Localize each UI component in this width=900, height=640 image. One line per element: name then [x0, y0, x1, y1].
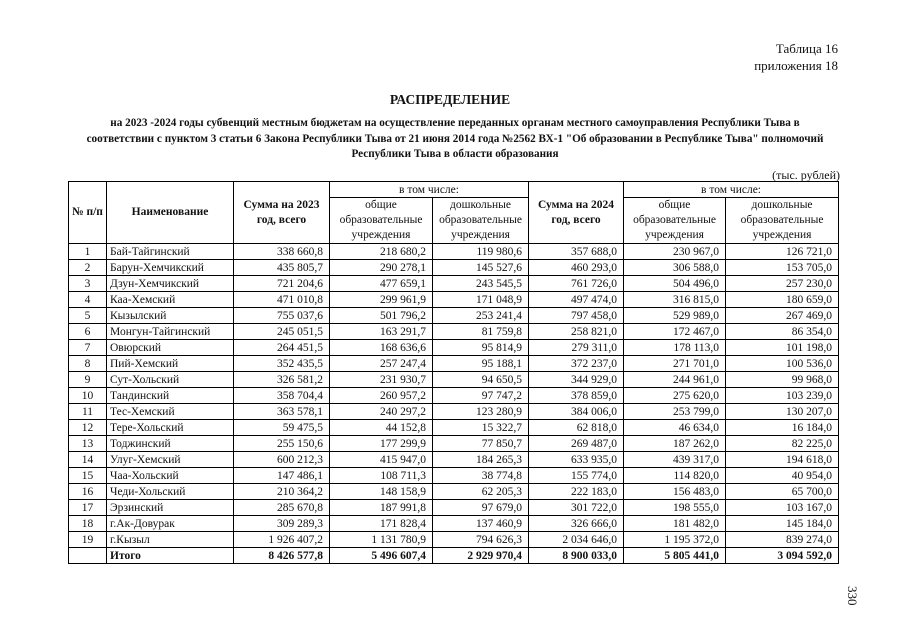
cell-preschool-2024: 145 184,0 — [726, 516, 839, 532]
cell-general-2024: 439 317,0 — [624, 452, 726, 468]
table-row — [69, 452, 839, 468]
cell-preschool-2024: 267 469,0 — [726, 308, 839, 324]
cell-municipality-name: Чеди-Хольский — [107, 484, 234, 500]
cell-general-2023: 290 278,1 — [330, 260, 433, 276]
cell-general-2023: 108 711,3 — [330, 468, 433, 484]
cell-municipality-name: Чаа-Хольский — [107, 468, 234, 484]
col-header-number: № п/п — [69, 182, 107, 244]
cell-row-number: 3 — [69, 276, 107, 292]
cell-preschool-2024: 101 198,0 — [726, 340, 839, 356]
cell-preschool-2024: 103 167,0 — [726, 500, 839, 516]
cell-sum-2024: 344 929,0 — [529, 372, 624, 388]
cell-row-number: 7 — [69, 340, 107, 356]
cell-general-2024: 46 634,0 — [624, 420, 726, 436]
cell-sum-2024: 797 458,0 — [529, 308, 624, 324]
table-row — [69, 500, 839, 516]
cell-sum-2024: 222 183,0 — [529, 484, 624, 500]
cell-row-number: 1 — [69, 244, 107, 260]
col-header-sum-2023: Сумма на 2023 год, всего — [234, 182, 330, 244]
cell-total-preschool-2024: 3 094 592,0 — [726, 548, 839, 564]
cell-row-number: 6 — [69, 324, 107, 340]
cell-row-number: 16 — [69, 484, 107, 500]
cell-sum-2024: 378 859,0 — [529, 388, 624, 404]
cell-total-preschool-2023: 2 929 970,4 — [433, 548, 529, 564]
col-header-preschool-2024: дошкольные образовательные учреждения — [726, 198, 839, 244]
col-header-sum-2024: Сумма на 2024 год, всего — [529, 182, 624, 244]
cell-preschool-2023: 97 747,2 — [433, 388, 529, 404]
cell-preschool-2023: 171 048,9 — [433, 292, 529, 308]
cell-general-2024: 172 467,0 — [624, 324, 726, 340]
table-row — [69, 340, 839, 356]
cell-general-2023: 1 131 780,9 — [330, 532, 433, 548]
cell-preschool-2024: 100 536,0 — [726, 356, 839, 372]
document-subtitle: на 2023 -2024 годы субвенций местным бюджетам на осуществление переданных органам местного самоуправления Республики Тыва в соответствии с пунктом 3 статьи 6 Закона Республики Тыва от 21 июня 2014 года №2562 ВХ-1 "Об образовании в Республике Тыва" полномочий Республики Тыва в области образования — [86, 117, 824, 160]
cell-sum-2024: 155 774,0 — [529, 468, 624, 484]
cell-general-2024: 275 620,0 — [624, 388, 726, 404]
cell-preschool-2024: 16 184,0 — [726, 420, 839, 436]
cell-sum-2023: 358 704,4 — [234, 388, 330, 404]
table-row — [69, 420, 839, 436]
cell-sum-2024: 2 034 646,0 — [529, 532, 624, 548]
cell-preschool-2024: 40 954,0 — [726, 468, 839, 484]
cell-preschool-2023: 137 460,9 — [433, 516, 529, 532]
cell-row-number: 5 — [69, 308, 107, 324]
cell-general-2023: 187 991,8 — [330, 500, 433, 516]
table-row — [69, 484, 839, 500]
units-label: (тыс. рублей) — [772, 168, 840, 182]
cell-municipality-name: Эрзинский — [107, 500, 234, 516]
page-number: 330 — [845, 586, 860, 606]
document-title: РАСПРЕДЕЛЕНИЕ — [389, 92, 511, 107]
table-row — [69, 436, 839, 452]
cell-total-number — [69, 548, 107, 564]
cell-sum-2023: 309 289,3 — [234, 516, 330, 532]
cell-preschool-2024: 65 700,0 — [726, 484, 839, 500]
cell-preschool-2024: 130 207,0 — [726, 404, 839, 420]
distribution-table — [68, 181, 839, 564]
cell-preschool-2023: 77 850,7 — [433, 436, 529, 452]
cell-general-2024: 1 195 372,0 — [624, 532, 726, 548]
cell-general-2023: 218 680,2 — [330, 244, 433, 260]
cell-sum-2024: 761 726,0 — [529, 276, 624, 292]
cell-preschool-2023: 253 241,4 — [433, 308, 529, 324]
cell-general-2024: 271 701,0 — [624, 356, 726, 372]
cell-general-2023: 299 961,9 — [330, 292, 433, 308]
cell-sum-2023: 363 578,1 — [234, 404, 330, 420]
cell-row-number: 4 — [69, 292, 107, 308]
cell-row-number: 2 — [69, 260, 107, 276]
table-row — [69, 244, 839, 260]
cell-sum-2023: 435 805,7 — [234, 260, 330, 276]
cell-municipality-name: Тес-Хемский — [107, 404, 234, 420]
cell-row-number: 18 — [69, 516, 107, 532]
cell-row-number: 10 — [69, 388, 107, 404]
cell-general-2024: 529 989,0 — [624, 308, 726, 324]
cell-general-2023: 415 947,0 — [330, 452, 433, 468]
cell-sum-2024: 62 818,0 — [529, 420, 624, 436]
cell-sum-2023: 147 486,1 — [234, 468, 330, 484]
cell-total-sum-2023: 8 426 577,8 — [234, 548, 330, 564]
total-row — [69, 548, 839, 564]
table-row — [69, 532, 839, 548]
cell-general-2024: 178 113,0 — [624, 340, 726, 356]
cell-general-2024: 316 815,0 — [624, 292, 726, 308]
cell-sum-2023: 721 204,6 — [234, 276, 330, 292]
cell-preschool-2023: 94 650,5 — [433, 372, 529, 388]
cell-row-number: 13 — [69, 436, 107, 452]
cell-municipality-name: Бай-Тайгинский — [107, 244, 234, 260]
cell-sum-2024: 269 487,0 — [529, 436, 624, 452]
cell-general-2023: 231 930,7 — [330, 372, 433, 388]
cell-sum-2024: 357 688,0 — [529, 244, 624, 260]
cell-general-2024: 504 496,0 — [624, 276, 726, 292]
cell-municipality-name: Барун-Хемчикский — [107, 260, 234, 276]
table-body — [69, 244, 839, 564]
cell-preschool-2023: 119 980,6 — [433, 244, 529, 260]
cell-sum-2023: 326 581,2 — [234, 372, 330, 388]
cell-total-general-2023: 5 496 607,4 — [330, 548, 433, 564]
cell-row-number: 8 — [69, 356, 107, 372]
table-row — [69, 292, 839, 308]
cell-preschool-2024: 257 230,0 — [726, 276, 839, 292]
cell-row-number: 15 — [69, 468, 107, 484]
cell-municipality-name: Дзун-Хемчикский — [107, 276, 234, 292]
cell-general-2024: 181 482,0 — [624, 516, 726, 532]
cell-row-number: 17 — [69, 500, 107, 516]
cell-total-general-2024: 5 805 441,0 — [624, 548, 726, 564]
table-row — [69, 388, 839, 404]
cell-general-2023: 257 247,4 — [330, 356, 433, 372]
cell-municipality-name: Улуг-Хемский — [107, 452, 234, 468]
cell-general-2024: 156 483,0 — [624, 484, 726, 500]
cell-sum-2023: 264 451,5 — [234, 340, 330, 356]
cell-sum-2024: 460 293,0 — [529, 260, 624, 276]
cell-general-2023: 171 828,4 — [330, 516, 433, 532]
cell-municipality-name: Овюрский — [107, 340, 234, 356]
cell-sum-2023: 245 051,5 — [234, 324, 330, 340]
col-header-including-2024: в том числе: — [624, 182, 839, 198]
cell-municipality-name: Тоджинский — [107, 436, 234, 452]
col-header-including-2023: в том числе: — [330, 182, 529, 198]
cell-municipality-name: Кызылский — [107, 308, 234, 324]
cell-sum-2023: 338 660,8 — [234, 244, 330, 260]
cell-preschool-2023: 95 188,1 — [433, 356, 529, 372]
table-row — [69, 324, 839, 340]
header-row-1 — [69, 182, 839, 198]
cell-preschool-2023: 794 626,3 — [433, 532, 529, 548]
cell-preschool-2024: 103 239,0 — [726, 388, 839, 404]
cell-sum-2023: 1 926 407,2 — [234, 532, 330, 548]
col-header-preschool-2023: дошкольные образовательные учреждения — [433, 198, 529, 244]
cell-total-municipality-name: Итого — [107, 548, 234, 564]
cell-preschool-2023: 243 545,5 — [433, 276, 529, 292]
cell-general-2023: 501 796,2 — [330, 308, 433, 324]
cell-municipality-name: г.Ак-Довурак — [107, 516, 234, 532]
appendix-number: приложения 18 — [754, 58, 838, 73]
cell-row-number: 12 — [69, 420, 107, 436]
cell-general-2023: 240 297,2 — [330, 404, 433, 420]
cell-preschool-2024: 99 968,0 — [726, 372, 839, 388]
cell-general-2024: 253 799,0 — [624, 404, 726, 420]
cell-municipality-name: г.Кызыл — [107, 532, 234, 548]
cell-preschool-2023: 97 679,0 — [433, 500, 529, 516]
cell-sum-2024: 384 006,0 — [529, 404, 624, 420]
cell-general-2023: 168 636,6 — [330, 340, 433, 356]
col-header-name: Наименование — [107, 182, 234, 244]
cell-general-2023: 260 957,2 — [330, 388, 433, 404]
cell-preschool-2024: 194 618,0 — [726, 452, 839, 468]
cell-row-number: 14 — [69, 452, 107, 468]
cell-sum-2024: 326 666,0 — [529, 516, 624, 532]
cell-preschool-2024: 839 274,0 — [726, 532, 839, 548]
table-row — [69, 276, 839, 292]
cell-sum-2024: 497 474,0 — [529, 292, 624, 308]
cell-row-number: 9 — [69, 372, 107, 388]
cell-preschool-2023: 123 280,9 — [433, 404, 529, 420]
cell-general-2023: 477 659,1 — [330, 276, 433, 292]
cell-total-sum-2024: 8 900 033,0 — [529, 548, 624, 564]
cell-general-2023: 177 299,9 — [330, 436, 433, 452]
cell-municipality-name: Пий-Хемский — [107, 356, 234, 372]
table-row — [69, 372, 839, 388]
cell-preschool-2024: 86 354,0 — [726, 324, 839, 340]
cell-preschool-2023: 62 205,3 — [433, 484, 529, 500]
cell-general-2024: 187 262,0 — [624, 436, 726, 452]
cell-general-2024: 306 588,0 — [624, 260, 726, 276]
cell-municipality-name: Тандинский — [107, 388, 234, 404]
cell-municipality-name: Сут-Хольский — [107, 372, 234, 388]
table-row — [69, 404, 839, 420]
cell-row-number: 19 — [69, 532, 107, 548]
cell-sum-2023: 755 037,6 — [234, 308, 330, 324]
table-row — [69, 356, 839, 372]
cell-municipality-name: Монгун-Тайгинский — [107, 324, 234, 340]
col-header-general-2024: общие образовательные учреждения — [624, 198, 726, 244]
col-header-general-2023: общие образовательные учреждения — [330, 198, 433, 244]
cell-general-2024: 114 820,0 — [624, 468, 726, 484]
cell-preschool-2023: 81 759,8 — [433, 324, 529, 340]
cell-general-2023: 44 152,8 — [330, 420, 433, 436]
cell-municipality-name: Тере-Хольский — [107, 420, 234, 436]
cell-general-2023: 163 291,7 — [330, 324, 433, 340]
cell-preschool-2023: 184 265,3 — [433, 452, 529, 468]
table-row — [69, 308, 839, 324]
table-row — [69, 260, 839, 276]
cell-preschool-2023: 38 774,8 — [433, 468, 529, 484]
table-row — [69, 468, 839, 484]
cell-sum-2023: 600 212,3 — [234, 452, 330, 468]
cell-sum-2024: 301 722,0 — [529, 500, 624, 516]
table-number: Таблица 16 — [775, 41, 838, 56]
cell-general-2024: 244 961,0 — [624, 372, 726, 388]
cell-preschool-2024: 82 225,0 — [726, 436, 839, 452]
cell-row-number: 11 — [69, 404, 107, 420]
cell-general-2024: 198 555,0 — [624, 500, 726, 516]
cell-sum-2024: 372 237,0 — [529, 356, 624, 372]
cell-preschool-2024: 153 705,0 — [726, 260, 839, 276]
cell-preschool-2024: 180 659,0 — [726, 292, 839, 308]
cell-sum-2023: 352 435,5 — [234, 356, 330, 372]
cell-sum-2023: 210 364,2 — [234, 484, 330, 500]
cell-sum-2024: 279 311,0 — [529, 340, 624, 356]
cell-preschool-2023: 15 322,7 — [433, 420, 529, 436]
cell-sum-2023: 59 475,5 — [234, 420, 330, 436]
table-reference — [754, 40, 838, 74]
table-row — [69, 516, 839, 532]
cell-preschool-2024: 126 721,0 — [726, 244, 839, 260]
cell-preschool-2023: 95 814,9 — [433, 340, 529, 356]
cell-sum-2023: 285 670,8 — [234, 500, 330, 516]
cell-general-2023: 148 158,9 — [330, 484, 433, 500]
cell-sum-2023: 255 150,6 — [234, 436, 330, 452]
cell-sum-2024: 258 821,0 — [529, 324, 624, 340]
cell-sum-2024: 633 935,0 — [529, 452, 624, 468]
cell-general-2024: 230 967,0 — [624, 244, 726, 260]
cell-preschool-2023: 145 527,6 — [433, 260, 529, 276]
cell-municipality-name: Каа-Хемский — [107, 292, 234, 308]
cell-sum-2023: 471 010,8 — [234, 292, 330, 308]
